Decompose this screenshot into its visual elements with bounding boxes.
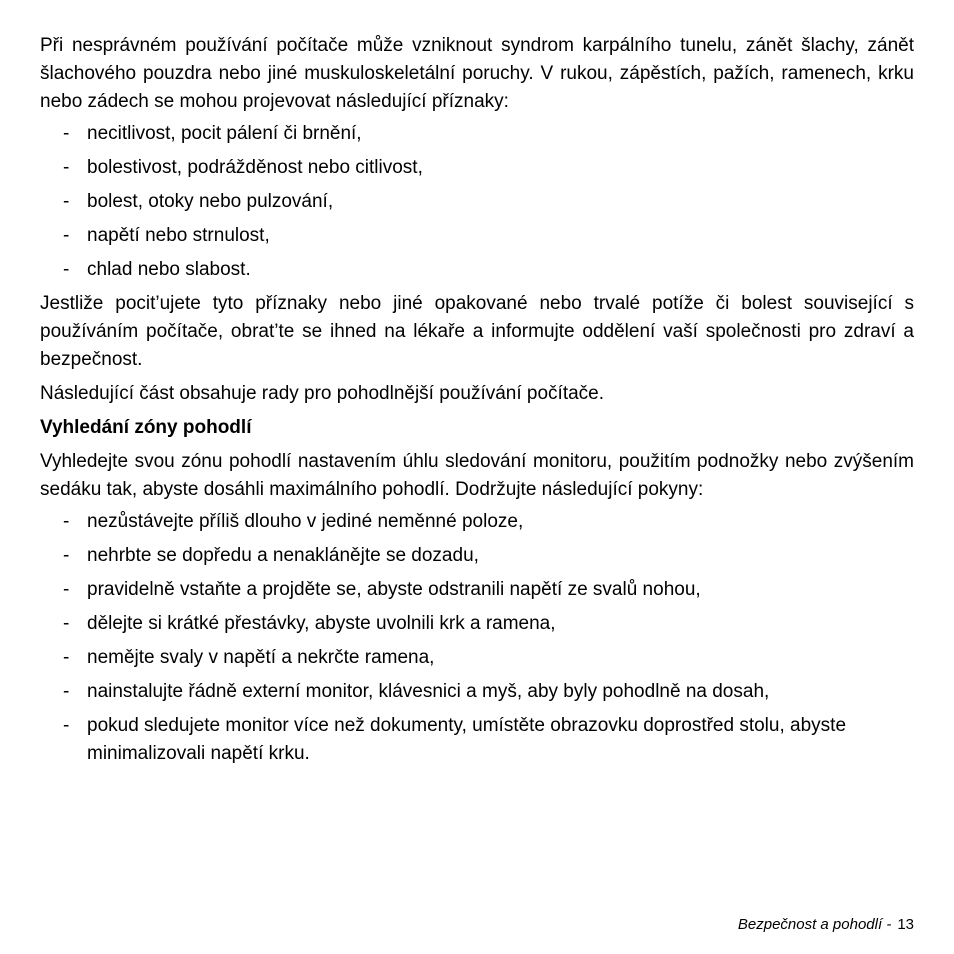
- bullet-dash: -: [63, 681, 70, 702]
- list-item-text: pokud sledujete monitor více než dokumenty, umístěte obrazovku doprostřed stolu, abyste minimalizovali napětí krku.: [87, 715, 847, 764]
- list-item: [40, 576, 914, 604]
- list-item-text: nezůstávejte příliš dlouho v jediné neměnné poloze,: [87, 511, 524, 532]
- list-item: [40, 542, 914, 570]
- bullet-dash: -: [63, 123, 70, 144]
- guidelines-list: [40, 508, 914, 768]
- list-item: [40, 508, 914, 536]
- list-item-text: nainstalujte řádně externí monitor, klávesnici a myš, aby byly pohodlně na dosah,: [87, 681, 770, 702]
- list-item: [40, 154, 914, 182]
- page-number: 13: [897, 916, 914, 933]
- bullet-dash: -: [63, 545, 70, 566]
- bullet-dash: -: [63, 191, 70, 212]
- list-item: [40, 222, 914, 250]
- document-page: [40, 32, 914, 774]
- list-item-text: chlad nebo slabost.: [87, 259, 251, 280]
- page-footer: [738, 916, 914, 933]
- list-item-text: napětí nebo strnulost,: [87, 225, 270, 246]
- list-item-text: dělejte si krátké přestávky, abyste uvolnili krk a ramena,: [87, 613, 556, 634]
- bullet-dash: -: [63, 259, 70, 280]
- list-item-text: bolestivost, podrážděnost nebo citlivost,: [87, 157, 423, 178]
- comfort-paragraph: Vyhledejte svou zónu pohodlí nastavením úhlu sledování monitoru, použitím podnožky nebo zvýšením sedáku tak, abyste dosáhli maximálního pohodlí. Dodržujte následující pokyny:: [40, 451, 914, 500]
- bullet-dash: -: [63, 511, 70, 532]
- bullet-dash: -: [63, 157, 70, 178]
- bullet-dash: -: [63, 715, 70, 736]
- list-item: [40, 610, 914, 638]
- list-item: [40, 678, 914, 706]
- list-item: [40, 644, 914, 672]
- list-item: [40, 256, 914, 284]
- bullet-dash: -: [63, 613, 70, 634]
- bullet-dash: -: [63, 225, 70, 246]
- advice-paragraph: Jestliže pocit’ujete tyto příznaky nebo jiné opakované nebo trvalé potíže či bolest související s používáním počítače, obrat’te se ihned na lékaře a informujte oddělení vaší společnosti pro zdraví a bezpečnost.: [40, 293, 914, 370]
- bullet-dash: -: [63, 647, 70, 668]
- list-item: [40, 120, 914, 148]
- list-item-text: bolest, otoky nebo pulzování,: [87, 191, 334, 212]
- list-item-text: necitlivost, pocit pálení či brnění,: [87, 123, 362, 144]
- footer-section-title: Bezpečnost a pohodlí -: [737, 916, 892, 933]
- bullet-dash: -: [63, 579, 70, 600]
- section-heading: Vyhledání zóny pohodlí: [40, 417, 252, 438]
- list-item-text: nehrbte se dopředu a nenaklánějte se dozadu,: [87, 545, 479, 566]
- next-section-paragraph: Následující část obsahuje rady pro pohodlnější používání počítače.: [40, 383, 605, 404]
- list-item-text: pravidelně vstaňte a projděte se, abyste odstranili napětí ze svalů nohou,: [87, 579, 701, 600]
- symptoms-list: [40, 120, 914, 284]
- list-item: [40, 712, 914, 768]
- list-item: [40, 188, 914, 216]
- list-item-text: nemějte svaly v napětí a nekrčte ramena,: [87, 647, 435, 668]
- intro-paragraph: Při nesprávném používání počítače může vzniknout syndrom karpálního tunelu, zánět šlachy, zánět šlachového pouzdra nebo jiné muskuloskeletální poruchy. V rukou, zápěstích, pažích, ramenech, krku nebo zádech se mohou projevovat následující příznaky:: [40, 35, 914, 112]
